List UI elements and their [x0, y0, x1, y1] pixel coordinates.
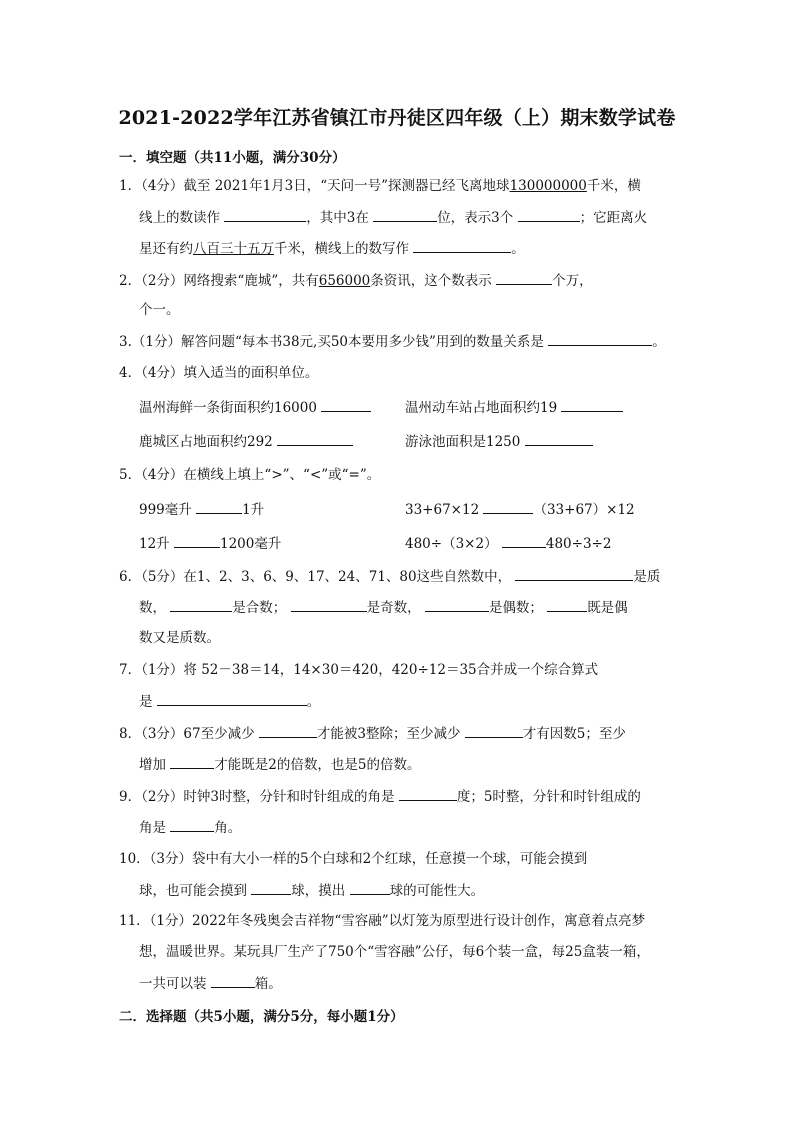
q5-item-a	[139, 499, 264, 520]
q2-line2: 个一。	[139, 302, 180, 318]
q1-line1	[119, 176, 641, 196]
q6-text: 是偶数；	[488, 600, 543, 616]
q8-text: 才能既是2的倍数，也是5的倍数。	[214, 757, 421, 773]
q2-text: 条资讯，这个数表示	[370, 273, 492, 289]
q5-text: 33+67×12	[405, 502, 480, 518]
q5-text: 999毫升	[139, 502, 192, 518]
q10-text: 球，摸出	[291, 883, 346, 899]
exam-title: 2021-2022学年江苏省镇江市丹徒区四年级（上）期末数学试卷	[118, 107, 676, 129]
q9-text: 角是	[139, 820, 166, 836]
q7-line2	[139, 691, 320, 712]
q1-text-end: 千米，横	[586, 178, 641, 194]
q5-item-c	[139, 533, 281, 554]
q8-text: 增加	[139, 757, 166, 773]
answer-blank[interactable]	[291, 597, 367, 612]
q3-text: 。	[652, 334, 666, 350]
q7-line1: 7．（1分）将 52－38＝14，14×30＝420，420÷12＝35合并成一个综合算式	[119, 662, 599, 678]
answer-blank[interactable]	[561, 397, 623, 412]
answer-blank[interactable]	[483, 499, 533, 514]
q6-text: 是质	[633, 569, 661, 585]
answer-blank[interactable]	[425, 597, 489, 612]
q9-text: 角。	[214, 820, 242, 836]
answer-blank[interactable]	[170, 754, 214, 769]
q4-line1: 4．（4分）填入适当的面积单位。	[119, 365, 319, 381]
q5-text: 480÷（3×2）	[405, 536, 498, 552]
q4-item-d	[405, 431, 593, 452]
answer-blank[interactable]	[518, 207, 580, 222]
q4-text: 鹿城区占地面积约292	[139, 434, 273, 450]
answer-blank[interactable]	[502, 533, 546, 548]
answer-blank[interactable]	[413, 238, 511, 253]
q11-line3	[139, 973, 282, 994]
q6-line2	[139, 597, 628, 618]
q5-item-d	[405, 533, 611, 554]
answer-blank[interactable]	[224, 207, 306, 222]
q11-line1: 11．（1分）2022年冬残奥会吉祥物“雪容融”以灯笼为原型进行设计创作，寓意着点亮梦	[119, 913, 646, 929]
answer-blank[interactable]	[465, 723, 523, 738]
q1-line3	[139, 238, 525, 259]
q8-text: 8．（3分）67至少减少	[119, 726, 255, 742]
q6-text: 是合数；	[232, 600, 287, 616]
q2-text: 个万，	[552, 273, 593, 289]
q2-number: 656000	[318, 273, 371, 289]
q3-line1	[119, 331, 666, 352]
q8-text: 才有因数5；至少	[522, 726, 626, 742]
q7-text: 是	[139, 694, 153, 710]
q5-item-b	[405, 499, 635, 520]
q1-number: 130000000	[509, 178, 587, 194]
q5-text: 12升	[139, 536, 170, 552]
q4-text: 游泳池面积是1250	[405, 434, 521, 450]
answer-blank[interactable]	[373, 207, 437, 222]
answer-blank[interactable]	[515, 566, 633, 581]
q9-line2	[139, 817, 241, 838]
q3-text: 3.（1分）解答问题“每本书38元,买50本要用多少钱”用到的数量关系是	[119, 334, 544, 350]
answer-blank[interactable]	[350, 880, 390, 895]
q1-text: ；它距离火	[579, 210, 648, 226]
answer-blank[interactable]	[259, 723, 317, 738]
q1-text: 位，表示3个	[437, 210, 514, 226]
q8-text: 才能被3整除；至少减少	[316, 726, 461, 742]
answer-blank[interactable]	[211, 973, 255, 988]
q9-text: 度；5时整，分针和时针组成的	[456, 789, 641, 805]
q11-text: 一共可以装	[139, 976, 207, 992]
q1-text: 线上的数读作	[139, 210, 220, 226]
q9-line1	[119, 786, 641, 807]
q10-line2	[139, 880, 484, 901]
q10-text: 球的可能性大。	[389, 883, 485, 899]
answer-blank[interactable]	[399, 786, 457, 801]
q4-item-b	[405, 397, 623, 418]
answer-blank[interactable]	[174, 533, 220, 548]
answer-blank[interactable]	[251, 880, 291, 895]
answer-blank[interactable]	[170, 597, 232, 612]
answer-blank[interactable]	[547, 597, 587, 612]
answer-blank[interactable]	[196, 499, 242, 514]
q4-item-c	[139, 431, 353, 452]
q10-line1: 10．（3分）袋中有大小一样的5个白球和2个红球，任意摸一个球，可能会摸到	[119, 851, 588, 867]
q1-line2	[139, 207, 647, 228]
q1-text: 千米，横线上的数写作	[274, 241, 409, 257]
q1-number-words: 八百三十五万	[193, 241, 274, 257]
q6-text: 是奇数，	[366, 600, 421, 616]
q5-text: （33+67）×12	[533, 502, 635, 518]
q2-line1	[119, 270, 593, 291]
q11-text: 箱。	[254, 976, 282, 992]
q7-text: 。	[306, 694, 321, 710]
q1-text: 星还有约	[139, 241, 193, 257]
answer-blank[interactable]	[496, 270, 552, 285]
q8-line1	[119, 723, 626, 744]
q6-text: 6．（5分）在1、2、3、6、9、17、24、71、80这些自然数中，	[119, 569, 512, 585]
q5-text: 1200毫升	[219, 536, 282, 552]
q4-item-a	[139, 397, 371, 418]
answer-blank[interactable]	[170, 817, 214, 832]
q5-text: 1升	[242, 502, 265, 518]
answer-blank[interactable]	[277, 431, 353, 446]
section-fill-in-header: 一．填空题（共11小题，满分30分）	[119, 150, 346, 166]
q8-line2	[139, 754, 420, 775]
q11-line2: 想，温暖世界。某玩具厂生产了750个“雪容融”公仔，每6个装一盒，每25盒装一箱，	[139, 944, 650, 960]
q6-line3: 数又是质数。	[139, 630, 220, 646]
answer-blank[interactable]	[157, 691, 307, 706]
answer-blank[interactable]	[548, 331, 652, 346]
q1-text: 1．（4分）截至 2021年1月3日，“天问一号”探测器已经飞离地球	[119, 178, 510, 194]
q4-text: 温州动车站占地面积约19	[405, 400, 558, 416]
q2-text: 2．（2分）网络搜索“鹿城”，共有	[119, 273, 319, 289]
q10-text: 球，也可能会摸到	[139, 883, 247, 899]
section-choice-header: 二．选择题（共5小题，满分5分，每小题1分）	[119, 1009, 404, 1025]
q9-text: 9．（2分）时钟3时整，分针和时针组成的角是	[119, 789, 395, 805]
q5-text: 480÷3÷2	[545, 536, 612, 552]
q1-text: ，其中3在	[306, 210, 369, 226]
q4-text: 温州海鲜一条街面积约16000	[139, 400, 317, 416]
q6-line1	[119, 566, 660, 587]
q1-text: 。	[511, 241, 525, 257]
q5-line1: 5．（4分）在横线上填上“>”、“<”或“=”。	[119, 467, 381, 483]
q6-text: 既是偶	[587, 600, 628, 616]
answer-blank[interactable]	[525, 431, 593, 446]
q6-text: 数，	[139, 600, 166, 616]
answer-blank[interactable]	[321, 397, 371, 412]
